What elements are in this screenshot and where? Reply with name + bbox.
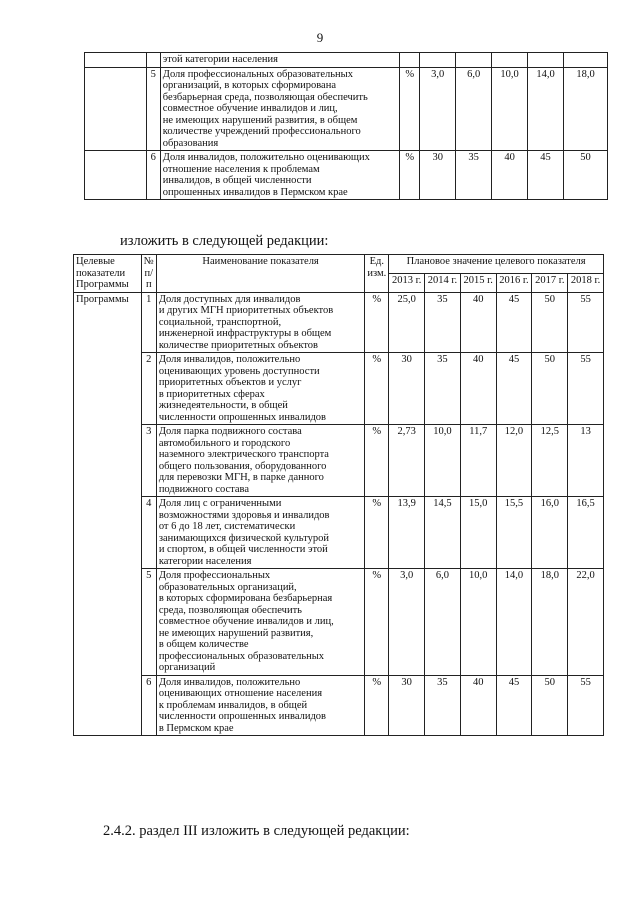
value-cell: 16,0: [532, 497, 568, 569]
unit: %: [365, 353, 389, 425]
value-cell: [564, 53, 608, 68]
value-cell: 14,5: [425, 497, 461, 569]
unit: [400, 53, 420, 68]
row-number: 6: [146, 151, 160, 200]
value-cell: 50: [532, 292, 568, 353]
indicator-name: Доля лиц с ограниченными возможностями здоровья и инвалидов от 6 до 18 лет, систематически занимающихся физической культурой и спортом, в общей численности этой категории населения: [156, 497, 365, 569]
value-cell: 50: [564, 151, 608, 200]
empty-cell: [85, 53, 147, 68]
empty-cell: [85, 67, 147, 151]
row-number: 3: [141, 425, 156, 497]
row-number: 5: [146, 67, 160, 151]
page-number: 9: [316, 30, 324, 45]
value-cell: 30: [420, 151, 456, 200]
value-cell: 13: [568, 425, 604, 497]
header-year: 2016 г.: [496, 273, 532, 292]
value-cell: 12,5: [532, 425, 568, 497]
unit: %: [400, 67, 420, 151]
value-cell: 35: [456, 151, 492, 200]
value-cell: 18,0: [564, 67, 608, 151]
row-number: [146, 53, 160, 68]
value-cell: 14,0: [528, 67, 564, 151]
table-row: [74, 569, 604, 676]
header-year: 2017 г.: [532, 273, 568, 292]
value-cell: 10,0: [460, 569, 496, 676]
header-number: № п/п: [141, 255, 156, 293]
header-year: 2014 г.: [425, 273, 461, 292]
value-cell: 45: [496, 675, 532, 736]
value-cell: 15,5: [496, 497, 532, 569]
indicators-table: [73, 254, 604, 736]
row-number: 5: [141, 569, 156, 676]
value-cell: 18,0: [532, 569, 568, 676]
header-indicator-name: Наименование показателя: [156, 255, 365, 293]
value-cell: 15,0: [460, 497, 496, 569]
row-number: 4: [141, 497, 156, 569]
value-cell: 40: [492, 151, 528, 200]
value-cell: 45: [496, 353, 532, 425]
table-row: [74, 292, 604, 353]
indicator-name: Доля профессиональных образовательных организаций, в которых сформирована безбарьерная среда, позволяющая обеспечить совместное обучение инвалидов и лиц, не имеющих нарушений развития, в общем количестве учреждений профессионального образования: [160, 67, 400, 151]
value-cell: 40: [460, 292, 496, 353]
table-row: [74, 675, 604, 736]
value-cell: 6,0: [425, 569, 461, 676]
value-cell: 2,73: [389, 425, 425, 497]
value-cell: 16,5: [568, 497, 604, 569]
header-unit: Ед. изм.: [365, 255, 389, 293]
unit: %: [400, 151, 420, 200]
row-number: 2: [141, 353, 156, 425]
unit: %: [365, 675, 389, 736]
indicator-name: Доля доступных для инвалидов и других МГН приоритетных объектов социальной, транспортной, инженерной инфраструктуры в общем количестве приоритетных объектов: [156, 292, 365, 353]
indicator-name: Доля инвалидов, положительно оценивающих уровень доступности приоритетных объектов и услуг в приоритетных сферах жизнедеятельности, в общей численности опрошенных инвалидов: [156, 353, 365, 425]
row-number: 1: [141, 292, 156, 353]
value-cell: 50: [532, 353, 568, 425]
value-cell: 55: [568, 675, 604, 736]
table-row: [74, 497, 604, 569]
table-row: [85, 151, 608, 200]
table-row: [74, 425, 604, 497]
header-goal: Целевые показатели Программы: [74, 255, 142, 293]
section-heading: изложить в следующей редакции:: [120, 233, 329, 249]
value-cell: 22,0: [568, 569, 604, 676]
indicator-name: Доля парка подвижного состава автомобильного и городского наземного электрического транспорта общего пользования, оборудованного для перевозки МГН, в парке данного подвижного состава: [156, 425, 365, 497]
unit: %: [365, 497, 389, 569]
header-year: 2015 г.: [460, 273, 496, 292]
section-heading-2: 2.4.2. раздел III изложить в следующей редакции:: [103, 823, 410, 839]
indicator-name: Доля профессиональных образовательных организаций, в которых сформирована безбарьерная среда, позволяющая обеспечить совместное обучение инвалидов и лиц, не имеющих нарушений развития, в общем количестве профессиональных образовательных организаций: [156, 569, 365, 676]
header-year: 2018 г.: [568, 273, 604, 292]
value-cell: 10,0: [492, 67, 528, 151]
value-cell: 50: [532, 675, 568, 736]
table-row: [85, 53, 608, 68]
value-cell: 25,0: [389, 292, 425, 353]
value-cell: 55: [568, 353, 604, 425]
value-cell: 40: [460, 675, 496, 736]
value-cell: 6,0: [456, 67, 492, 151]
value-cell: 12,0: [496, 425, 532, 497]
value-cell: 13,9: [389, 497, 425, 569]
value-cell: [528, 53, 564, 68]
value-cell: 55: [568, 292, 604, 353]
value-cell: 14,0: [496, 569, 532, 676]
table-header-row: [74, 255, 604, 274]
indicator-name: Доля инвалидов, положительно оценивающих отношение населения к проблемам инвалидов, в общей численности опрошенных инвалидов в Пермском крае: [156, 675, 365, 736]
empty-cell: [85, 151, 147, 200]
indicator-name: Доля инвалидов, положительно оценивающих отношение населения к проблемам инвалидов, в общей численности опрошенных инвалидов в Пермском крае: [160, 151, 400, 200]
table-row: [85, 67, 608, 151]
value-cell: 3,0: [420, 67, 456, 151]
header-year: 2013 г.: [389, 273, 425, 292]
value-cell: 11,7: [460, 425, 496, 497]
row-number: 6: [141, 675, 156, 736]
value-cell: 40: [460, 353, 496, 425]
unit: %: [365, 292, 389, 353]
value-cell: [492, 53, 528, 68]
unit: %: [365, 425, 389, 497]
value-cell: 35: [425, 292, 461, 353]
value-cell: 30: [389, 353, 425, 425]
header-plan: Плановое значение целевого показателя: [389, 255, 604, 274]
value-cell: 35: [425, 675, 461, 736]
goal-label: Программы: [74, 292, 142, 736]
unit: %: [365, 569, 389, 676]
value-cell: [456, 53, 492, 68]
indicator-name: этой категории населения: [160, 53, 400, 68]
value-cell: 45: [496, 292, 532, 353]
value-cell: [420, 53, 456, 68]
value-cell: 45: [528, 151, 564, 200]
value-cell: 3,0: [389, 569, 425, 676]
value-cell: 10,0: [425, 425, 461, 497]
value-cell: 30: [389, 675, 425, 736]
table-row: [74, 353, 604, 425]
continuation-table: [84, 52, 608, 200]
value-cell: 35: [425, 353, 461, 425]
